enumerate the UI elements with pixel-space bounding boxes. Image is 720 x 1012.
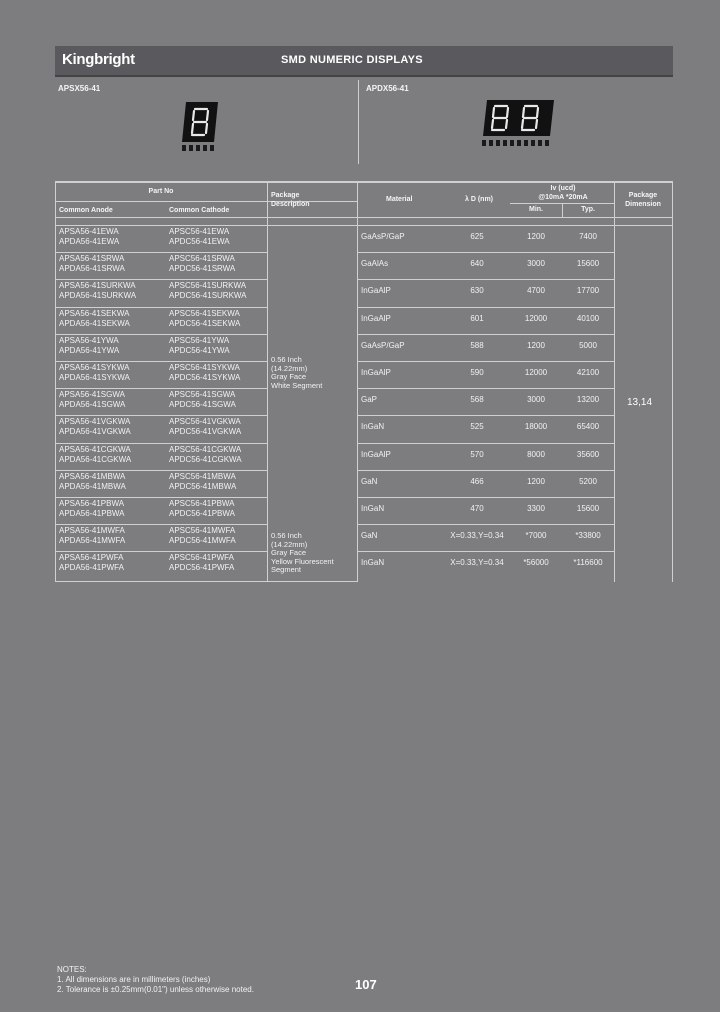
row-divider: [55, 334, 267, 335]
wavelength-cell: 588: [470, 340, 484, 350]
part-no-cathode: APDC56-41SEKWA: [169, 318, 241, 328]
part-no-anode: APDA56-41SEKWA: [59, 318, 130, 328]
iv-min-cell: 18000: [524, 422, 548, 432]
iv-typ-cell: 35600: [576, 449, 600, 459]
row-divider: [357, 388, 614, 389]
row-divider: [357, 252, 614, 253]
part-no-anode: APDA56-41EWA: [59, 237, 120, 246]
wavelength-cell: 470: [470, 504, 484, 513]
material-cell: GaN: [361, 531, 378, 541]
page-number: 107: [355, 977, 377, 992]
part-no-cathode: APDC56-41PWFA: [169, 563, 235, 573]
header-iv: Iv (ucd) @10mA *20mA: [538, 185, 588, 201]
header-wavelength: λ D (nm): [465, 196, 493, 203]
iv-typ-cell: 42100: [576, 368, 600, 377]
part-no-anode: APDA56-41SURKWA: [59, 291, 137, 301]
part-no-cathode: APSC56-41SURKWA: [169, 281, 247, 291]
part-no-cathode: APDC56-41CGKWA: [169, 454, 242, 464]
material-cell: InGaN: [361, 558, 385, 568]
header-typ: Typ.: [581, 206, 595, 213]
part-no-anode: APDA56-41PBWA: [59, 509, 125, 518]
part-no-anode: APSA56-41MBWA: [59, 471, 126, 481]
iv-min-cell: 3000: [527, 259, 545, 269]
part-no-anode: APDA56-41MBWA: [59, 481, 126, 491]
iv-min-cell: 1200: [527, 232, 545, 241]
part-no-cathode: APSC56-41PBWA: [169, 499, 235, 508]
row-divider: [357, 279, 614, 280]
part-no-anode: APDA56-41SGWA: [59, 400, 126, 410]
part-no-cathode: APDC56-41SYKWA: [169, 373, 241, 382]
part-no-cathode: APSC56-41MWFA: [169, 526, 236, 536]
iv-min-cell: 8000: [527, 449, 545, 459]
row-divider: [55, 524, 267, 525]
row-divider: [55, 361, 267, 362]
part-no-cathode: APDC56-41MWFA: [169, 536, 236, 546]
row-divider: [55, 279, 267, 280]
iv-typ-cell: 15600: [576, 259, 600, 269]
header-package-description: Package Description: [271, 192, 310, 208]
material-cell: InGaN: [361, 422, 385, 432]
row-divider: [55, 551, 267, 552]
iv-min-cell: 1200: [527, 476, 545, 486]
iv-min-cell: 1200: [527, 340, 545, 350]
material-cell: InGaAlP: [361, 368, 391, 377]
part-no-anode: APSA56-41YWA: [59, 335, 119, 345]
iv-typ-cell: 17700: [576, 286, 600, 296]
part-no-cathode: APSC56-41SRWA: [169, 254, 235, 264]
wavelength-cell: 640: [470, 259, 484, 269]
row-divider: [357, 415, 614, 416]
part-no-cathode: APDC56-41PBWA: [169, 509, 235, 518]
wavelength-cell: X=0.33,Y=0.34: [450, 531, 504, 541]
iv-typ-cell: *33800: [575, 531, 601, 541]
iv-min-cell: 12000: [524, 313, 548, 323]
model-single-label: APSX56-41: [58, 84, 101, 93]
part-no-cathode: APSC56-41EWA: [169, 227, 230, 236]
notes-line-2: 2. Tolerance is ±0.25mm(0.01") unless otherwise noted.: [57, 985, 254, 994]
row-divider: [357, 470, 614, 471]
part-no-anode: APDA56-41YWA: [59, 345, 120, 355]
material-cell: GaAsP/GaP: [361, 232, 405, 241]
part-no-anode: APSA56-41MWFA: [59, 526, 125, 536]
part-no-anode: APDA56-41VGKWA: [59, 427, 131, 437]
wavelength-cell: 601: [470, 313, 484, 323]
row-divider: [357, 497, 614, 498]
model-divider: [358, 80, 359, 164]
iv-min-cell: 3300: [527, 504, 545, 513]
part-no-anode: APDA56-41SYKWA: [59, 373, 130, 382]
iv-typ-cell: 65400: [576, 422, 600, 432]
material-cell: GaAsP/GaP: [361, 340, 405, 350]
material-cell: InGaAlP: [361, 286, 391, 296]
package-description-group-1: 0.56 Inch (14.22mm) Gray Face White Segment: [271, 355, 323, 390]
part-no-anode: APSA56-41SYKWA: [59, 363, 130, 372]
dual-digit-display-image: [478, 96, 558, 152]
part-no-anode: APSA56-41SEKWA: [59, 308, 130, 318]
notes: [57, 965, 254, 995]
row-divider: [55, 252, 267, 253]
wavelength-cell: 625: [470, 232, 484, 241]
material-cell: GaP: [361, 395, 378, 405]
model-dual-label: APDX56-41: [366, 84, 409, 93]
material-cell: InGaAlP: [361, 313, 391, 323]
part-no-cathode: APSC56-41MBWA: [169, 471, 236, 481]
part-no-anode: APSA56-41VGKWA: [59, 417, 131, 427]
part-no-anode: APSA56-41PBWA: [59, 499, 125, 508]
part-no-anode: APDA56-41SRWA: [59, 264, 125, 274]
part-no-cathode: APDC56-41VGKWA: [169, 427, 242, 437]
iv-typ-cell: 13200: [576, 395, 600, 405]
part-no-cathode: APDC56-41YWA: [169, 345, 230, 355]
spec-table: [55, 181, 673, 582]
part-no-cathode: APSC56-41SYKWA: [169, 363, 240, 372]
part-no-cathode: APSC56-41VGKWA: [169, 417, 241, 427]
row-divider: [357, 334, 614, 335]
material-cell: InGaN: [361, 504, 385, 513]
header-bar: [55, 46, 673, 77]
row-divider: [55, 307, 267, 308]
row-divider: [55, 388, 267, 389]
part-no-cathode: APSC56-41PWFA: [169, 553, 234, 563]
iv-typ-cell: 7400: [579, 232, 597, 241]
iv-min-cell: 3000: [527, 395, 545, 405]
wavelength-cell: 466: [470, 476, 484, 486]
row-divider: [357, 524, 614, 525]
part-no-cathode: APDC56-41SGWA: [169, 400, 236, 410]
part-no-anode: APDA56-41PWFA: [59, 563, 124, 573]
wavelength-cell: 570: [470, 449, 484, 459]
part-no-cathode: APSC56-41SEKWA: [169, 308, 240, 318]
row-divider: [357, 361, 614, 362]
material-cell: InGaAlP: [361, 449, 391, 459]
single-digit-display-image: [176, 100, 226, 156]
wavelength-cell: 568: [470, 395, 484, 405]
row-divider: [357, 443, 614, 444]
part-no-cathode: APDC56-41SRWA: [169, 264, 236, 274]
part-no-anode: APDA56-41CGKWA: [59, 454, 132, 464]
page-title: SMD NUMERIC DISPLAYS: [281, 54, 423, 66]
brand-logo: Kingbright: [62, 51, 135, 68]
part-no-anode: APSA56-41SURKWA: [59, 281, 136, 291]
package-dimension-value: 13,14: [627, 397, 653, 408]
header-part-no: Part No: [148, 188, 174, 195]
row-divider: [55, 415, 267, 416]
part-no-cathode: APSC56-41YWA: [169, 335, 230, 345]
part-no-cathode: APDC56-41SURKWA: [169, 291, 247, 301]
iv-min-cell: 12000: [524, 368, 548, 377]
part-no-cathode: APSC56-41SGWA: [169, 390, 236, 400]
package-description-group-2: 0.56 Inch (14.22mm) Gray Face Yellow Fluorescent Segment: [271, 531, 334, 574]
header-package-dimension: Package Dimension: [625, 192, 661, 208]
row-divider: [357, 551, 614, 552]
header-common-cathode: Common Cathode: [169, 207, 230, 214]
row-divider: [357, 307, 614, 308]
part-no-anode: APSA56-41PWFA: [59, 553, 124, 563]
wavelength-cell: X=0.33,Y=0.34: [450, 558, 504, 568]
part-no-anode: APDA56-41MWFA: [59, 536, 126, 546]
part-no-cathode: APDC56-41MBWA: [169, 481, 237, 491]
header-min: Min.: [529, 206, 543, 213]
wavelength-cell: 590: [470, 368, 484, 377]
header-material: Material: [386, 196, 413, 203]
part-no-cathode: APDC56-41EWA: [169, 237, 230, 246]
notes-title: NOTES:: [57, 965, 87, 974]
row-divider: [55, 443, 267, 444]
iv-typ-cell: 5000: [579, 340, 597, 350]
iv-typ-cell: 15600: [576, 504, 600, 513]
iv-min-cell: 4700: [527, 286, 545, 296]
iv-min-cell: *56000: [523, 558, 549, 568]
part-no-anode: APSA56-41CGKWA: [59, 444, 131, 454]
material-cell: GaN: [361, 476, 378, 486]
part-no-anode: APSA56-41SGWA: [59, 390, 125, 400]
iv-typ-cell: 5200: [579, 476, 597, 486]
header-common-anode: Common Anode: [59, 207, 113, 214]
wavelength-cell: 525: [470, 422, 484, 432]
iv-min-cell: *7000: [525, 531, 547, 541]
part-no-anode: APSA56-41SRWA: [59, 254, 125, 264]
notes-line-1: 1. All dimensions are in millimeters (inches): [57, 975, 211, 984]
row-divider: [55, 497, 267, 498]
iv-typ-cell: *116600: [573, 558, 603, 568]
part-no-anode: APSA56-41EWA: [59, 227, 119, 236]
part-no-cathode: APSC56-41CGKWA: [169, 444, 242, 454]
material-cell: GaAlAs: [361, 259, 389, 269]
iv-typ-cell: 40100: [576, 313, 600, 323]
row-divider: [55, 470, 267, 471]
wavelength-cell: 630: [470, 286, 484, 296]
